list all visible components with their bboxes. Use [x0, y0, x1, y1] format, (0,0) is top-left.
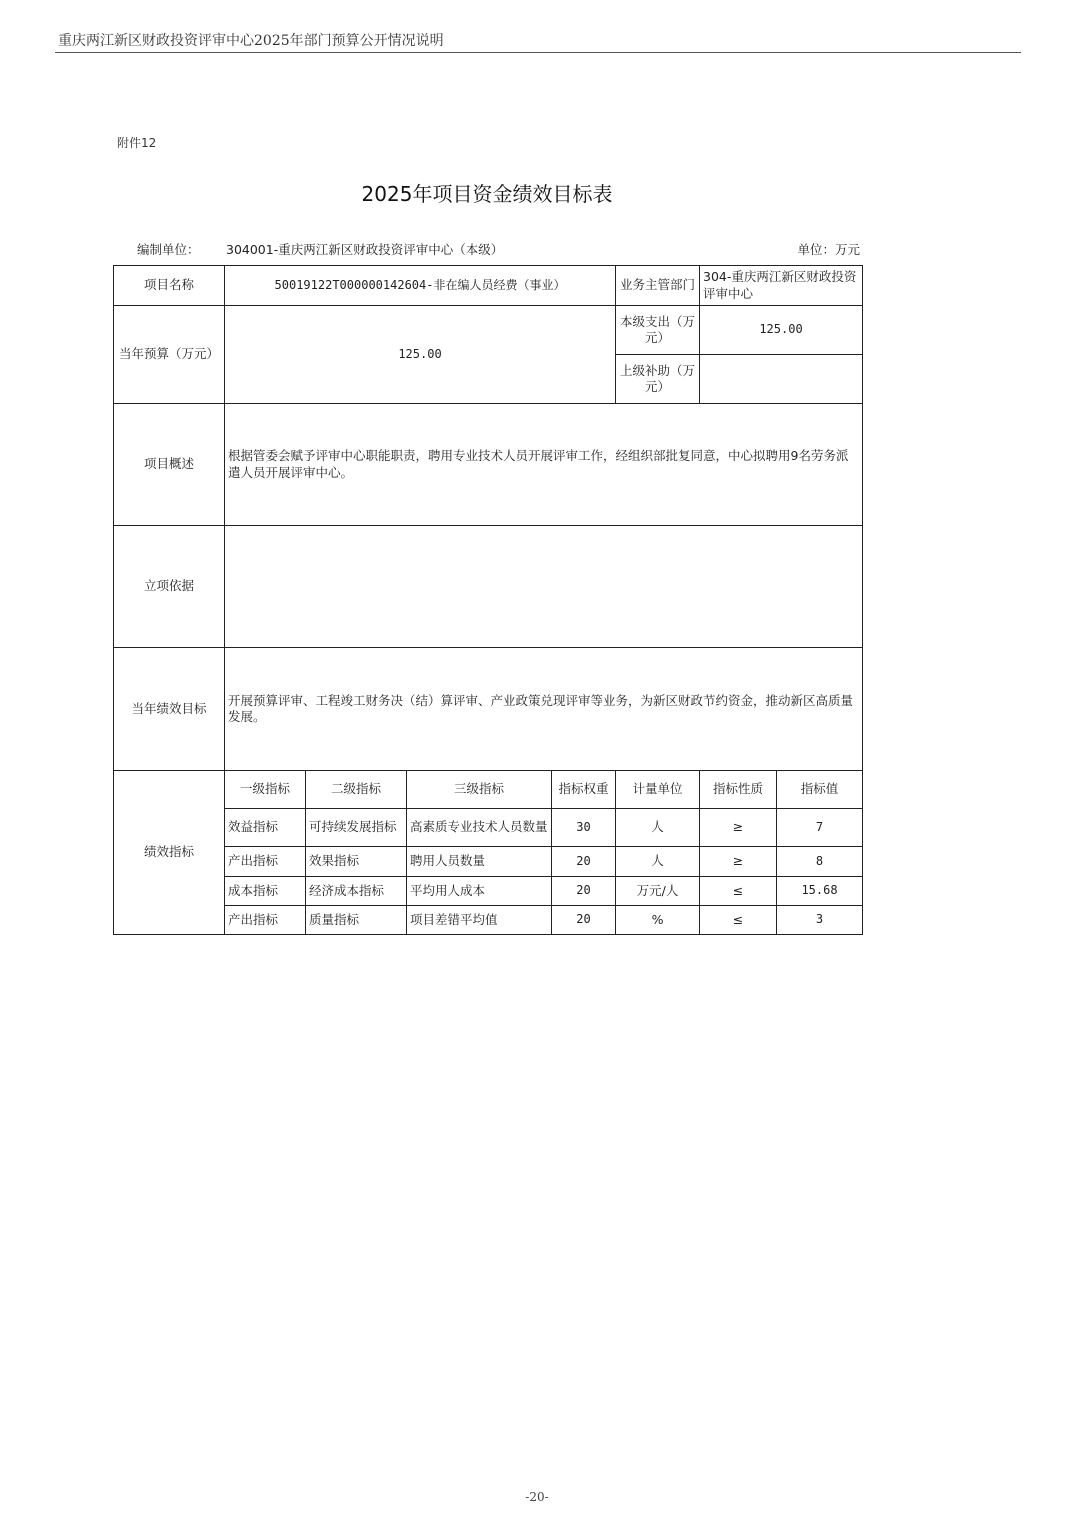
value-cell: 3: [777, 906, 863, 935]
compiling-unit-name: 304001-重庆两江新区财政投资评审中心（本级）: [226, 242, 504, 257]
unit-cell: 人: [616, 847, 700, 877]
header-cell: 计量单位: [616, 771, 700, 809]
level1-cell: 成本指标: [225, 877, 306, 906]
value-cell: 15.68: [777, 877, 863, 906]
overview-label: 项目概述: [114, 404, 225, 526]
unit-cell: 人: [616, 809, 700, 847]
nature-cell: ≤: [700, 877, 777, 906]
nature-cell: ≤: [700, 906, 777, 935]
page-title: 2025年项目资金绩效目标表: [361, 182, 613, 206]
project-name-label: 项目名称: [114, 266, 225, 306]
budget-value: 125.00: [225, 306, 616, 404]
nature-cell: ≥: [700, 847, 777, 877]
table-row: [114, 809, 863, 847]
level3-cell: 项目差错平均值: [407, 906, 552, 935]
unit-cell: 万元/人: [616, 877, 700, 906]
weight-cell: 20: [552, 847, 616, 877]
header-rule: [55, 52, 1021, 53]
unit-cell: %: [616, 906, 700, 935]
table-row: [114, 847, 863, 877]
weight-cell: 30: [552, 809, 616, 847]
table-row: [114, 906, 863, 935]
budget-label: 当年预算（万元）: [114, 306, 225, 404]
compiling-unit-label: 编制单位：: [137, 242, 200, 257]
own-expenditure-value: 125.00: [700, 306, 863, 355]
level1-cell: 效益指标: [225, 809, 306, 847]
page-number: -20-: [525, 1490, 549, 1504]
level1-cell: 产出指标: [225, 847, 306, 877]
overview-text: 根据管委会赋予评审中心职能职责，聘用专业技术人员开展评审工作，经组织部批复同意，中心拟聘用9名劳务派遣人员开展评审中心。: [225, 404, 863, 526]
header-cell: 指标性质: [700, 771, 777, 809]
indicator-label: 绩效指标: [114, 771, 225, 935]
header-cell: 指标值: [777, 771, 863, 809]
subsidy-label: 上级补助（万元）: [616, 355, 700, 404]
weight-cell: 20: [552, 906, 616, 935]
dept-value: 304-重庆两江新区财政投资评审中心: [700, 266, 863, 306]
level2-cell: 可持续发展指标: [306, 809, 407, 847]
header-cell: 二级指标: [306, 771, 407, 809]
dept-label: 业务主管部门: [616, 266, 700, 306]
level2-cell: 效果指标: [306, 847, 407, 877]
project-name-value: 50019122T000000142604-非在编人员经费（事业）: [225, 266, 616, 306]
goal-text: 开展预算评审、工程竣工财务决（结）算评审、产业政策兑现评审等业务，为新区财政节约资金，推动新区高质量发展。: [225, 648, 863, 771]
level3-cell: 平均用人成本: [407, 877, 552, 906]
goal-label: 当年绩效目标: [114, 648, 225, 771]
level3-cell: 高素质专业技术人员数量: [407, 809, 552, 847]
value-cell: 7: [777, 809, 863, 847]
basis-label: 立项依据: [114, 526, 225, 648]
nature-cell: ≥: [700, 809, 777, 847]
attachment-label: 附件12: [117, 136, 157, 150]
level2-cell: 质量指标: [306, 906, 407, 935]
table-row: [114, 877, 863, 906]
indicator-header-row: [114, 771, 863, 809]
header-cell: 三级指标: [407, 771, 552, 809]
header-cell: 一级指标: [225, 771, 306, 809]
own-expenditure-label: 本级支出（万元）: [616, 306, 700, 355]
header-cell: 指标权重: [552, 771, 616, 809]
level2-cell: 经济成本指标: [306, 877, 407, 906]
money-unit: 单位：万元: [797, 242, 860, 257]
running-header: 重庆两江新区财政投资评审中心2025年部门预算公开情况说明: [58, 33, 444, 49]
basis-text: [225, 526, 863, 648]
weight-cell: 20: [552, 877, 616, 906]
value-cell: 8: [777, 847, 863, 877]
subsidy-value: [700, 355, 863, 404]
level1-cell: 产出指标: [225, 906, 306, 935]
level3-cell: 聘用人员数量: [407, 847, 552, 877]
performance-target-table: [113, 265, 863, 935]
